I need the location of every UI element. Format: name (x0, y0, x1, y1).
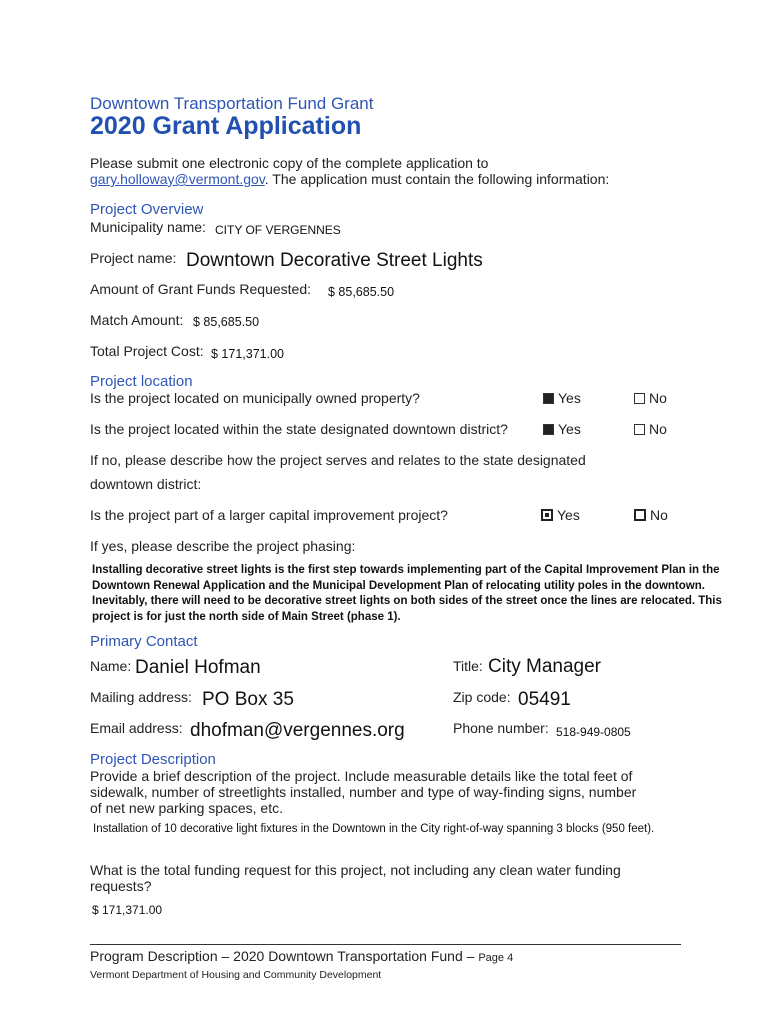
footer-page-number: Page 4 (478, 952, 514, 964)
email-address-field[interactable]: dhofman@vergennes.org (190, 720, 405, 741)
phone-number-field[interactable]: 518-949-0805 (556, 725, 631, 739)
title-field[interactable]: City Manager (488, 656, 601, 677)
no-label: No (649, 421, 667, 437)
phone-number-label: Phone number: (453, 720, 549, 736)
funding-answer-field[interactable]: $ 171,371.00 (92, 903, 163, 917)
name-field[interactable]: Daniel Hofman (135, 657, 261, 678)
question-downtown-district: Is the project located within the state designated downtown district? (90, 421, 508, 437)
yes-label: Yes (557, 507, 580, 523)
yes-label: Yes (558, 390, 581, 406)
form-title: 2020 Grant Application (90, 112, 362, 140)
question-capital-project: Is the project part of a larger capital improvement project? (90, 507, 448, 523)
phasing-answer-field[interactable]: Installing decorative street lights is the first step towards implementing part of the Capital Improvement Plan in the Downtown Renewal Application and the Municipal Development Plan of relocating utility poles in the downtown. Inevitably, there will need to be decorative street lights on both sides of the street once the lines are relocated. This project is for just the north side of Main Street (phase 1). (92, 564, 722, 623)
municipality-field[interactable]: CITY OF VERGENNES (215, 223, 341, 237)
intro-line-2-rest: . The application must contain the following information: (264, 171, 610, 187)
question-municipal-property: Is the project located on municipally owned property? (90, 390, 420, 406)
grant-amount-label: Amount of Grant Funds Requested: (90, 281, 312, 297)
checkbox-empty-icon (634, 393, 645, 404)
q2-yes-checkbox[interactable] (543, 421, 581, 437)
description-prompt-line-1: Provide a brief description of the project. Include measurable details like the total feet of (90, 768, 633, 784)
no-label: No (649, 390, 667, 406)
section-heading-description: Project Description (90, 751, 216, 768)
checkbox-checked-icon (543, 393, 554, 404)
zip-code-label: Zip code: (453, 689, 511, 705)
q4-yes-checkbox[interactable] (541, 507, 580, 523)
municipality-label: Municipality name: (90, 219, 206, 235)
name-label: Name: (90, 658, 132, 674)
checkbox-checked-icon (543, 424, 554, 435)
form-subtitle: Downtown Transportation Fund Grant (90, 94, 374, 113)
section-heading-overview: Project Overview (90, 201, 204, 218)
checkbox-empty-icon (634, 509, 646, 521)
question-relation-line-1: If no, please describe how the project serves and relates to the state designated (90, 452, 586, 468)
funding-question-line-1: What is the total funding request for this project, not including any clean water funding (90, 862, 621, 878)
description-prompt-line-2: sidewalk, number of streetlights installed, number and type of way-finding signs, number (90, 784, 637, 800)
zip-code-field[interactable]: 05491 (518, 689, 571, 710)
q1-yes-checkbox[interactable] (543, 390, 581, 406)
question-relation-line-2: downtown district: (90, 476, 202, 492)
project-name-label: Project name: (90, 250, 177, 266)
email-address-label: Email address: (90, 720, 183, 736)
footer-program (90, 948, 513, 964)
total-cost-label: Total Project Cost: (90, 343, 204, 359)
match-amount-label: Match Amount: (90, 312, 184, 328)
description-prompt-line-3: of net new parking spaces, etc. (90, 800, 283, 816)
yes-label: Yes (558, 421, 581, 437)
checkbox-checked-icon (541, 509, 553, 521)
mailing-address-label: Mailing address: (90, 689, 192, 705)
total-cost-field[interactable]: $ 171,371.00 (211, 347, 284, 361)
section-heading-contact: Primary Contact (90, 633, 198, 650)
no-label: No (650, 507, 668, 523)
footer-program-text: Program Description – 2020 Downtown Transportation Fund – (90, 948, 475, 964)
q2-no-checkbox[interactable] (634, 421, 667, 437)
match-amount-field[interactable]: $ 85,685.50 (193, 315, 260, 329)
mailing-address-field[interactable]: PO Box 35 (202, 689, 294, 710)
description-answer-field[interactable]: Installation of 10 decorative light fixtures in the Downtown in the City right-of-way spanning 3 blocks (950 feet). (93, 823, 655, 835)
section-heading-location: Project location (90, 373, 193, 390)
checkbox-empty-icon (634, 424, 645, 435)
footer-department: Vermont Department of Housing and Community Development (90, 969, 382, 981)
project-name-field[interactable]: Downtown Decorative Street Lights (186, 250, 483, 271)
q1-no-checkbox[interactable] (634, 390, 667, 406)
funding-question-line-2: requests? (90, 878, 152, 894)
intro-line: Please submit one electronic copy of the complete application to (90, 155, 489, 171)
footer-divider (90, 944, 681, 945)
grant-amount-field[interactable]: $ 85,685.50 (328, 285, 395, 299)
contact-email-link[interactable]: gary.holloway@vermont.gov (90, 171, 265, 187)
intro-line-2 (90, 171, 609, 187)
q4-no-checkbox[interactable] (634, 507, 668, 523)
title-label: Title: (453, 658, 483, 674)
question-phasing: If yes, please describe the project phasing: (90, 538, 356, 554)
